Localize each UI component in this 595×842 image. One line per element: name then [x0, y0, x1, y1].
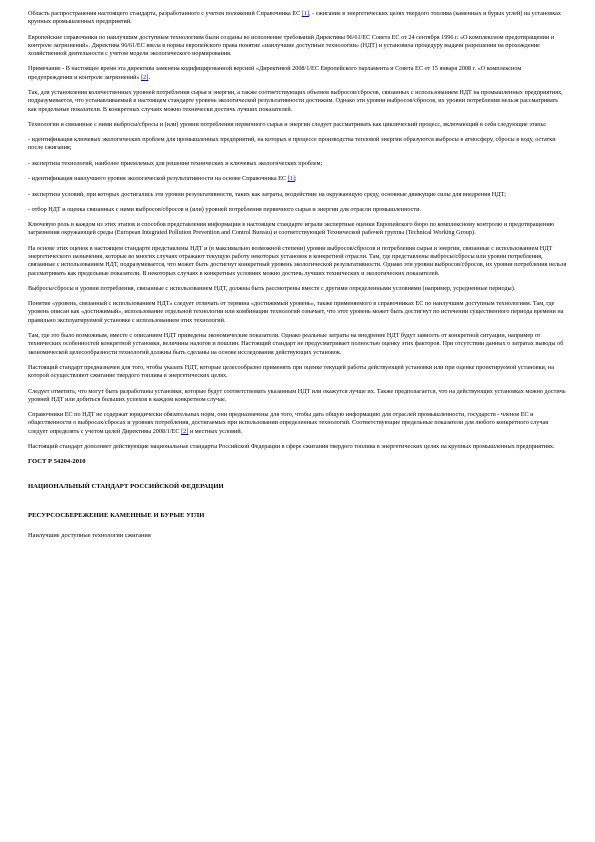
list-item-identification: - идентификация ключевых экологических проблем для промышленных предприятий, на которых в процессе производства тепловой энергии образуются выбросы в атмосферу, сбросы в воду, остатки после сжигания;	[28, 136, 556, 152]
paragraph-cyclic-process: Технологии и связанные с ними выбросы/сбросы и (или) уровни потребления первичного сырья и энергии следует рассматривать как циклический процесс, включающий в себя следующие этапы:	[28, 120, 547, 128]
paragraph-complements: Настоящий стандарт дополняет действующие национальные стандарты Российской Федерации в сфере сжигания твердого топлива в энергетических целях на крупных промышленных предприятиях.	[28, 442, 555, 450]
document-page	[28, 10, 567, 540]
paragraph-key-role: Ключевую роль в каждом из этих этапов и способов представления информации в настоящем стандарте играли экспертные оценки Европейского бюро по комплексному контролю и предотвращению загрязнения окружающей среды (European Integrated Pollution Prevention and Control Bureau) и соответствующей Технической рабочей группы (Technical Working Group).	[28, 221, 555, 237]
reference-link[interactable]: [1]	[301, 10, 310, 17]
paragraph-purpose: Настоящий стандарт предназначен для того, чтобы указать НДТ, которые целесообразно применять при оценке текущей работы действующей установки или при оценке проектируемой установки, на которой осуществляют сжигание твердого топлива в энергетических целях.	[28, 363, 554, 380]
list-item-expertise-technologies: - экспертиза технологий, наиболее приемлемых для решения технических и ключевых экологических проблем;	[28, 159, 323, 167]
paragraph-emissions-conditions: Выбросы/сбросы и уровни потребления, связанные с использованием НДТ, должны быть рассмотрены вместе с другими определенными условиями (например, усредненные периоды).	[28, 284, 516, 292]
reference-link[interactable]: [2]	[181, 427, 189, 435]
list-item-selection: - отбор НДТ и оценка связанных с ними выбросов/сбросов и (или) уровней потребления первичного сырья и энергии для отрасли промышленности.	[28, 205, 421, 213]
paragraph-quantitative-levels: Так, для установления количественных уровней потребления сырья и энергии, а также соответствующих объемов выбросов/сбросов, связанных с использованием НДТ на промышленных предприятиях, подразумевается, что устанавливаемый в настоящем стандарте уровень экологической результативности достижим. Однако эти уровни выбросов/сбросов, их уровни потребления нельзя рассматривать как предельные показатели. В конкретных случаях можно технически достичь лучших показателей.	[28, 89, 563, 113]
gost-number: ГОСТ Р 54204-2010	[28, 458, 86, 466]
document-subtitle: Наилучшие доступные технологии сжигания	[28, 532, 151, 540]
paragraph-level-concept: Понятие «уровень, связанный с использованием НДТ» следует отличать от термина «достижимый уровень», также применяемого в справочниках ЕС по наилучшим доступным технологиям. Там, где уровень описан как «достижимый», использование отдельной технологии или комбинации технологий означает, что этот уровень может быть достигнут по истечении существенного периода времени на правильно эксплуатируемой установке с использованием этих технологий.	[28, 300, 564, 324]
reference-link[interactable]: [1]	[287, 175, 295, 183]
paragraph-eu-reference-books: Европейские справочники по наилучшим доступным технологиям были созданы во исполнение требований Директивы 96/61/ЕС Совета ЕС от 24 сентября 1996 г. «О комплексном предотвращении и контроле загрязнений». Директива 96/61/ЕС ввела в нормы европейского права понятие «наилучшие доступные технологии» (НДТ) и установила процедуру выдачи разрешения на прохождение хозяйственной деятельности с учетом модели экологического нормирования.	[28, 33, 555, 58]
paragraph-based-on-assessments: На основе этих оценок в настоящем стандарте представлены НДТ и (в максимально возможной степени) уровни выбросов/сбросов и потребления сырья и энергии, связанные с использованием НДТ энергетического назначения, которые во многих случаях отражают текущую работу некоторых установок в конкретной отрасли. Там, где представлены выбросы/сбросы или уровни потребления, связанные с использованием НДТ, подразумевается, что может быть достигнут конкретный уровень экологической результативности. Однако эти уровни выбросов/сбросов, их уровни потребления нельзя рассматривать как предельные показатели. В некоторых случаях в конкретных условиях можно достичь лучших технических и экологических показателей.	[28, 244, 567, 277]
reference-link[interactable]: [2]	[141, 73, 149, 81]
list-item-expertise-conditions: - экспертиза условий, при которых достигались эти уровни результативности, таких как затраты, воздействие на окружающую среду, основные движущие силы для внедрения НДТ;	[28, 190, 506, 198]
paragraph-economics: Там, где это было возможным, вместе с описанием НДТ приведены экономические показатели. Однако реальные затраты на внедрение НДТ будут зависеть от конкретной ситуации, например от технических особенностей конкретной установки, величины налогов и пошлин. Настоящий стандарт не предусматривает полностью оценку этих факторов. При отсутствии данных о затратах выводы об экономической целесообразности технологий должны быть сделаны на основе исследования действующих установок.	[28, 332, 564, 356]
paragraph-eu-reference-not-binding: Справочники ЕС по НДТ не содержат юридически обязательных норм, они предназначены для того, чтобы дать общую информацию для отраслей промышленности, государств - членов ЕС и общественности о выбросах/сбросах и уровнях потребления, достигаемых при использовании определенных технологий. Соответствующие предельные показатели для любого конкретного случая следует определять с учетом целей Директивы 2008/1/ЕС [2] и местных условий.	[28, 411, 549, 435]
paragraph-note: Примечание - В настоящее время эта директива заменена кодифицированной версией «Директивой 2008/1/ЕС Европейского парламента и Совета ЕС от 15 января 2008 г. «О комплексном предупреждении и контроле загрязнений» [2].	[28, 65, 522, 81]
document-title: РЕСУРСОСБЕРЕЖЕНИЕ КАМЕННЫЕ И БУРЫЕ УГЛИ	[28, 511, 205, 519]
standard-heading: НАЦИОНАЛЬНЫЙ СТАНДАРТ РОССИЙСКОЙ ФЕДЕРАЦИИ	[28, 482, 224, 490]
paragraph-note-installations: Следует отметить, что могут быть разработаны установки, которые будут соответствовать указанным НДТ или окажутся лучше их. Также предполагается, что на действующих установках можно достичь уровней НДТ или добиться больших успехов в каждом конкретном случае.	[28, 387, 566, 403]
paragraph-scope: Область распространения настоящего стандарта, разработанного с учетом положений Справочника ЕС [1], - сжигание в энергетических целях твердого топлива (каменных и бурых углей) на установках крупных промышленных предприятий.	[28, 10, 561, 26]
list-item-best-level: - идентификация наилучшего уровня экологической результативности на основе Справочника ЕС [1];	[28, 175, 297, 183]
